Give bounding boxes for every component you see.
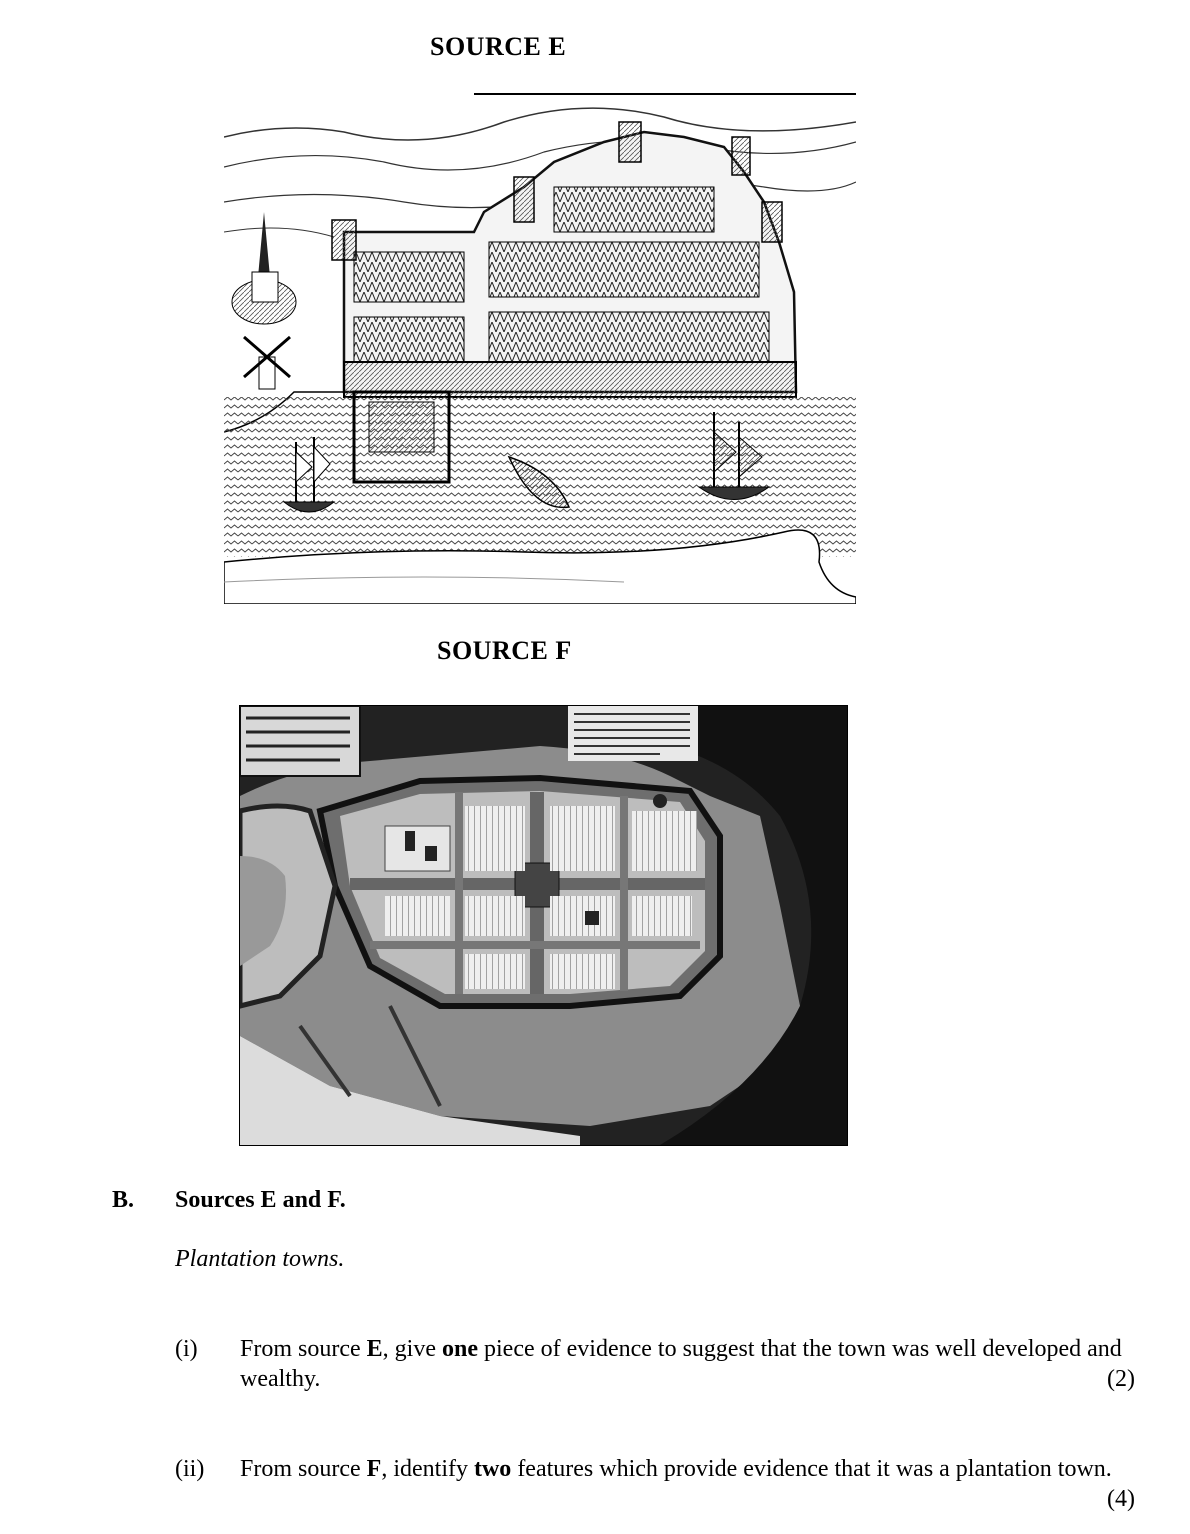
section-subtitle: Plantation towns. <box>175 1246 345 1272</box>
source-e-engraving <box>224 92 856 604</box>
section-letter: B. <box>112 1187 135 1213</box>
question-text: From source E, give one piece of evidence to suggest that the town was well developed and wealthy. <box>240 1336 1122 1392</box>
question-number: (i) <box>175 1336 198 1362</box>
question-i <box>175 1334 1135 1398</box>
source-f-heading: SOURCE F <box>437 636 572 665</box>
source-e-heading: SOURCE E <box>430 32 567 61</box>
section-title: Sources E and F. <box>175 1187 346 1213</box>
question-marks: (4) <box>1107 1486 1135 1512</box>
source-f-town-plan <box>239 705 848 1146</box>
question-number: (ii) <box>175 1456 205 1482</box>
question-text: From source F, identify two features which provide evidence that it was a plantation town. <box>240 1456 1112 1482</box>
question-ii <box>175 1454 1135 1518</box>
question-marks: (2) <box>1107 1366 1135 1392</box>
